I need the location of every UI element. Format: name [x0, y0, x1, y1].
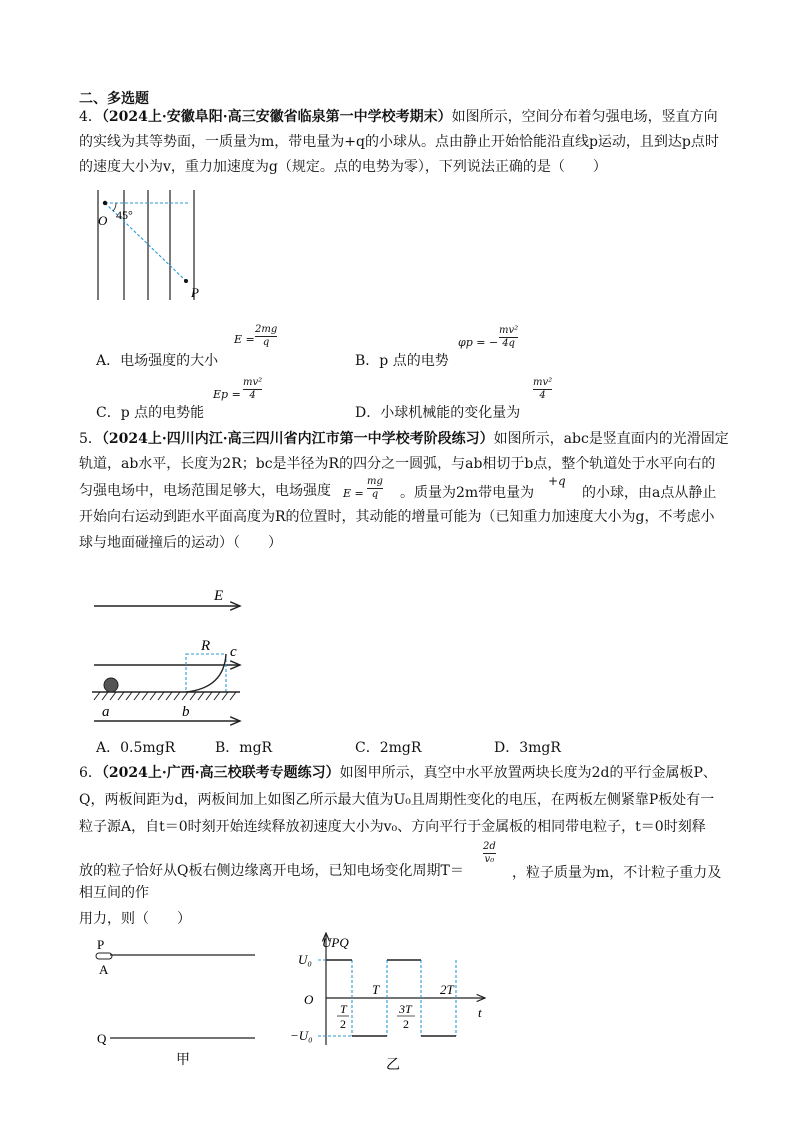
q5-choice-b[interactable]: B．mgR — [215, 740, 273, 756]
q4-d-fraction: mv² 4 — [533, 377, 553, 401]
q4-a-fraction: 2mg q — [255, 324, 278, 348]
svg-text:2: 2 — [340, 1017, 346, 1031]
svg-text:UPQ: UPQ — [322, 935, 349, 950]
q5-line3c: 的小球，由a点从静止 — [582, 485, 717, 501]
svg-text:2T: 2T — [440, 982, 454, 997]
q5-line3b: 。质量为2m带电量为 — [400, 485, 535, 501]
svg-text:乙: 乙 — [386, 1057, 400, 1073]
q4-b-fraction: mv² 4q — [499, 325, 519, 349]
q6-line2: Q，两板间距为d，两板间加上如图乙所示最大值为U₀且周期性变化的电压，在两板左侧紧靠P板处有一 — [79, 792, 715, 808]
q5-line5: 球与地面碰撞后的运动）（ ） — [79, 535, 282, 551]
svg-text:b: b — [182, 704, 190, 720]
q6-line1: 6．（2024上·广西·高三校联考专题练习）如图甲所示，真空中水平放置两块长度为2d的平行金属板P、 — [79, 765, 717, 781]
svg-text:2: 2 — [403, 1017, 409, 1031]
svg-text:t: t — [478, 1005, 482, 1020]
section-title: 二、多选题 — [79, 91, 149, 107]
q6-line6: 用力，则（ ） — [79, 911, 191, 927]
q4-choice-d[interactable]: D．小球机械能的变化量为 — [355, 405, 521, 421]
svg-text:O: O — [98, 213, 108, 228]
q6-line5: 相互间的作 — [79, 885, 149, 901]
svg-text:P: P — [191, 285, 199, 300]
q6-figure-yi — [290, 925, 495, 1075]
q4-choice-a[interactable]: A．电场强度的大小 — [96, 353, 219, 369]
svg-text:甲: 甲 — [176, 1052, 190, 1068]
q4-choice-b[interactable]: B．p 点的电势 — [355, 353, 449, 369]
q4-line2: 的实线为其等势面，一质量为m，带电量为+q的小球从。点由静止开始恰能沿直线p运动，且到达p点时 — [79, 134, 719, 150]
q4-c-fraction: mv² 4 — [243, 377, 263, 401]
svg-text:U₀: U₀ — [298, 952, 312, 967]
q4-a-lhs: E = — [234, 333, 255, 346]
svg-text:A: A — [99, 962, 109, 977]
svg-text:Q: Q — [97, 1031, 107, 1046]
q4-line1: 4．（2024上·安徽阜阳·高三安徽省临泉第一中学校考期末）如图所示，空间分布着匀强电场，竖直方向 — [79, 109, 718, 125]
q5-line2: 轨道，ab水平，长度为2R；bc是半径为R的四分之一圆弧，与ab相切于b点，整个轨道处于水平向右的 — [79, 456, 716, 472]
q5-choice-d[interactable]: D．3mgR — [494, 740, 561, 756]
q5-field-fraction: mg q — [367, 476, 383, 500]
svg-text:T: T — [372, 982, 380, 997]
svg-text:3T: 3T — [399, 1002, 412, 1016]
q5-line4: 开始向右运动到距水平面高度为R的位置时，其动能的增量可能为（已知重力加速度大小为g，不考虑小 — [79, 509, 715, 525]
q5-choice-a[interactable]: A．0.5mgR — [96, 740, 176, 756]
q6-line4b: ，粒子质量为m，不计粒子重力及 — [512, 865, 722, 881]
svg-text:E: E — [214, 588, 224, 604]
q4-choice-c[interactable]: C．p 点的电势能 — [96, 405, 205, 421]
q5-figure — [90, 580, 250, 730]
q4-b-lhs: φp = − — [458, 336, 499, 349]
q6-figure-jia — [90, 935, 270, 1070]
q6-line3: 粒子源A，自t＝0时刻开始连续释放初速度大小为v₀、方向平行于金属板的相同带电粒子，t＝0时刻释 — [79, 819, 706, 835]
svg-text:−U₀: −U₀ — [290, 1028, 313, 1043]
q5-field-lhs: E = — [343, 487, 364, 500]
svg-text:T: T — [340, 1002, 347, 1016]
q5-line1: 5．（2024上·四川内江·高三四川省内江市第一中学校考阶段练习）如图所示，abc是竖直面内的光滑固定 — [79, 431, 729, 447]
svg-text:P: P — [97, 937, 105, 952]
q6-line4a: 放的粒子恰好从Q板右侧边缘离开电场，已知电场变化周期T＝ — [79, 863, 464, 879]
svg-text:O: O — [304, 992, 314, 1007]
q4-line3: 的速度大小为v，重力加速度为g（规定。点的电势为零），下列说法正确的是（ ） — [79, 159, 607, 175]
q5-line3a: 匀强电场中，电场范围足够大，电场强度 — [79, 483, 331, 499]
svg-text:c: c — [230, 644, 237, 660]
q6-period-fraction: 2d v₀ — [483, 841, 496, 865]
q5-choice-c[interactable]: C．2mgR — [355, 740, 422, 756]
q5-charge: +q — [548, 474, 566, 488]
q4-figure — [90, 188, 220, 306]
q4-c-lhs: Ep = — [213, 388, 241, 401]
svg-text:R: R — [201, 638, 211, 654]
svg-text:a: a — [102, 704, 110, 720]
svg-text:45°: 45° — [116, 208, 133, 222]
